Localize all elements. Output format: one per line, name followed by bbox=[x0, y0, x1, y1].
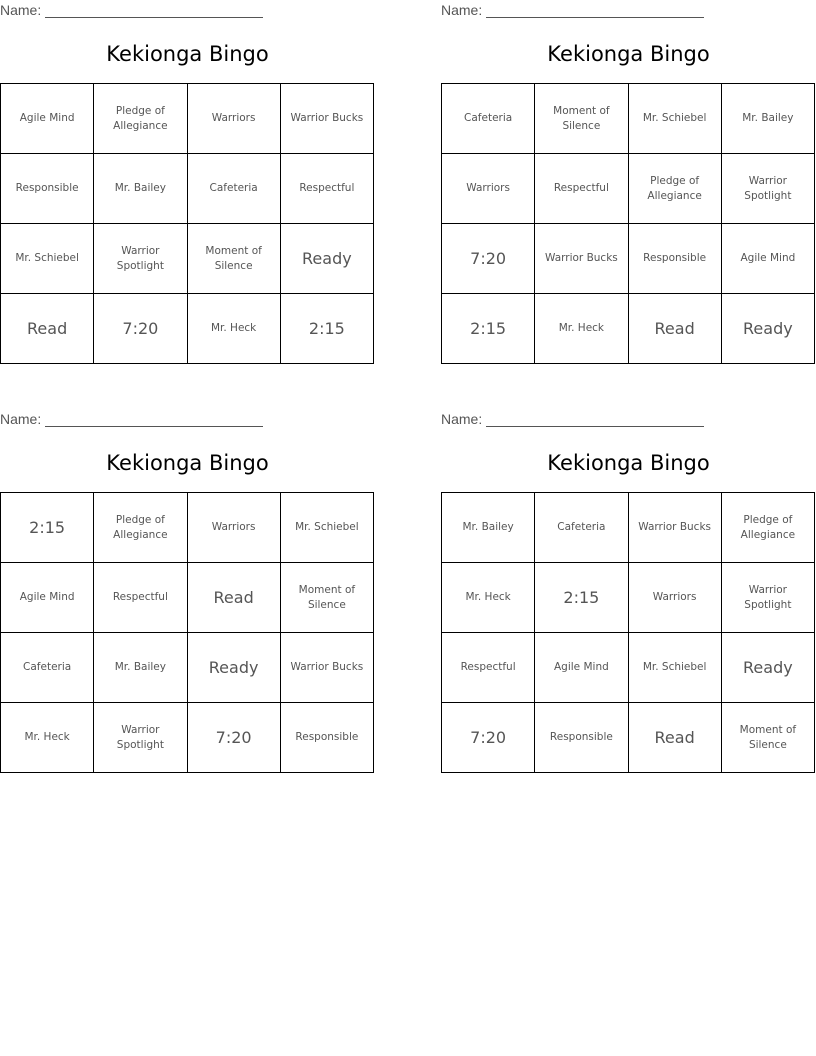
grid-row bbox=[442, 633, 815, 703]
bingo-cell[interactable]: Mr. Bailey bbox=[721, 84, 814, 154]
bingo-cell[interactable]: Mr. Bailey bbox=[442, 493, 535, 563]
bingo-cell[interactable]: Responsible bbox=[280, 703, 373, 773]
bingo-cell[interactable]: Respectful bbox=[442, 633, 535, 703]
bingo-grid bbox=[441, 492, 815, 773]
bingo-cell[interactable]: 2:15 bbox=[280, 294, 373, 364]
bingo-cell[interactable]: 7:20 bbox=[94, 294, 187, 364]
bingo-cell[interactable]: Agile Mind bbox=[535, 633, 628, 703]
bingo-cell[interactable]: Cafeteria bbox=[1, 633, 94, 703]
bingo-cell[interactable]: 7:20 bbox=[442, 224, 535, 294]
bingo-cell[interactable]: Mr. Heck bbox=[535, 294, 628, 364]
grid-row bbox=[1, 633, 374, 703]
name-field[interactable] bbox=[441, 2, 704, 18]
name-label: Name: bbox=[441, 411, 483, 427]
name-field[interactable] bbox=[441, 411, 704, 427]
grid-row bbox=[1, 154, 374, 224]
bingo-grid bbox=[0, 83, 374, 364]
grid-row bbox=[442, 294, 815, 364]
bingo-cell[interactable]: Cafeteria bbox=[187, 154, 280, 224]
bingo-cell[interactable]: Cafeteria bbox=[535, 493, 628, 563]
bingo-cell[interactable]: Warrior Bucks bbox=[628, 493, 721, 563]
bingo-cell[interactable]: Ready bbox=[721, 294, 814, 364]
bingo-cell[interactable]: Pledge of Allegiance bbox=[721, 493, 814, 563]
name-line[interactable] bbox=[486, 412, 704, 427]
bingo-cell[interactable]: Mr. Schiebel bbox=[628, 84, 721, 154]
bingo-cell[interactable]: Mr. Schiebel bbox=[1, 224, 94, 294]
bingo-cell[interactable]: Read bbox=[628, 703, 721, 773]
bingo-cell[interactable]: Warrior Spotlight bbox=[721, 563, 814, 633]
bingo-cell[interactable]: 2:15 bbox=[535, 563, 628, 633]
bingo-cell[interactable]: Warrior Spotlight bbox=[94, 703, 187, 773]
bingo-cell[interactable]: Ready bbox=[721, 633, 814, 703]
bingo-cell[interactable]: Moment of Silence bbox=[535, 84, 628, 154]
bingo-cell[interactable]: 7:20 bbox=[442, 703, 535, 773]
name-field[interactable] bbox=[0, 411, 263, 427]
bingo-cell[interactable]: Moment of Silence bbox=[187, 224, 280, 294]
bingo-cell[interactable]: Responsible bbox=[1, 154, 94, 224]
bingo-cell[interactable]: Warrior Bucks bbox=[280, 84, 373, 154]
bingo-cell[interactable]: Agile Mind bbox=[1, 563, 94, 633]
grid-row bbox=[442, 154, 815, 224]
card-title: Kekionga Bingo bbox=[106, 42, 269, 66]
grid-row bbox=[1, 703, 374, 773]
bingo-cell[interactable]: Responsible bbox=[535, 703, 628, 773]
bingo-cell[interactable]: Responsible bbox=[628, 224, 721, 294]
bingo-cell[interactable]: Mr. Bailey bbox=[94, 633, 187, 703]
bingo-cell[interactable]: Mr. Heck bbox=[187, 294, 280, 364]
name-label: Name: bbox=[0, 2, 42, 18]
bingo-cell[interactable]: Moment of Silence bbox=[721, 703, 814, 773]
bingo-cell[interactable]: Mr. Heck bbox=[442, 563, 535, 633]
bingo-cell[interactable]: Mr. Schiebel bbox=[280, 493, 373, 563]
bingo-cell[interactable]: Warriors bbox=[187, 493, 280, 563]
bingo-cell[interactable]: Cafeteria bbox=[442, 84, 535, 154]
bingo-cell[interactable]: 2:15 bbox=[1, 493, 94, 563]
bingo-cell[interactable]: 7:20 bbox=[187, 703, 280, 773]
bingo-card bbox=[441, 0, 816, 365]
name-label: Name: bbox=[441, 2, 483, 18]
name-line[interactable] bbox=[45, 3, 263, 18]
bingo-cell[interactable]: Pledge of Allegiance bbox=[94, 493, 187, 563]
grid-row bbox=[1, 224, 374, 294]
card-title: Kekionga Bingo bbox=[547, 42, 710, 66]
bingo-cell[interactable]: Read bbox=[628, 294, 721, 364]
bingo-cell[interactable]: Warrior Bucks bbox=[280, 633, 373, 703]
grid-row bbox=[442, 84, 815, 154]
bingo-card bbox=[0, 0, 375, 365]
grid-row bbox=[1, 294, 374, 364]
grid-row bbox=[442, 493, 815, 563]
bingo-cell[interactable]: Agile Mind bbox=[721, 224, 814, 294]
bingo-cell[interactable]: Warriors bbox=[187, 84, 280, 154]
bingo-grid bbox=[0, 492, 374, 773]
bingo-cell[interactable]: 2:15 bbox=[442, 294, 535, 364]
bingo-cell[interactable]: Read bbox=[1, 294, 94, 364]
grid-row bbox=[442, 224, 815, 294]
bingo-cell[interactable]: Mr. Heck bbox=[1, 703, 94, 773]
grid-row bbox=[1, 84, 374, 154]
name-line[interactable] bbox=[45, 412, 263, 427]
card-title: Kekionga Bingo bbox=[106, 451, 269, 475]
bingo-cell[interactable]: Warrior Bucks bbox=[535, 224, 628, 294]
bingo-grid bbox=[441, 83, 815, 364]
bingo-cell[interactable]: Respectful bbox=[280, 154, 373, 224]
bingo-cell[interactable]: Mr. Bailey bbox=[94, 154, 187, 224]
bingo-cell[interactable]: Agile Mind bbox=[1, 84, 94, 154]
bingo-cell[interactable]: Warrior Spotlight bbox=[94, 224, 187, 294]
bingo-cell[interactable]: Moment of Silence bbox=[280, 563, 373, 633]
bingo-cell[interactable]: Warrior Spotlight bbox=[721, 154, 814, 224]
bingo-cell[interactable]: Read bbox=[187, 563, 280, 633]
bingo-cell[interactable]: Warriors bbox=[442, 154, 535, 224]
grid-row bbox=[442, 703, 815, 773]
bingo-cell[interactable]: Ready bbox=[280, 224, 373, 294]
bingo-cell[interactable]: Mr. Schiebel bbox=[628, 633, 721, 703]
bingo-cell[interactable]: Respectful bbox=[535, 154, 628, 224]
name-field[interactable] bbox=[0, 2, 263, 18]
bingo-card bbox=[0, 409, 375, 774]
bingo-cell[interactable]: Pledge of Allegiance bbox=[628, 154, 721, 224]
grid-row bbox=[442, 563, 815, 633]
card-title: Kekionga Bingo bbox=[547, 451, 710, 475]
bingo-cell[interactable]: Respectful bbox=[94, 563, 187, 633]
name-line[interactable] bbox=[486, 3, 704, 18]
bingo-card bbox=[441, 409, 816, 774]
bingo-cell[interactable]: Warriors bbox=[628, 563, 721, 633]
grid-row bbox=[1, 493, 374, 563]
grid-row bbox=[1, 563, 374, 633]
bingo-cell[interactable]: Pledge of Allegiance bbox=[94, 84, 187, 154]
name-label: Name: bbox=[0, 411, 42, 427]
bingo-cell[interactable]: Ready bbox=[187, 633, 280, 703]
